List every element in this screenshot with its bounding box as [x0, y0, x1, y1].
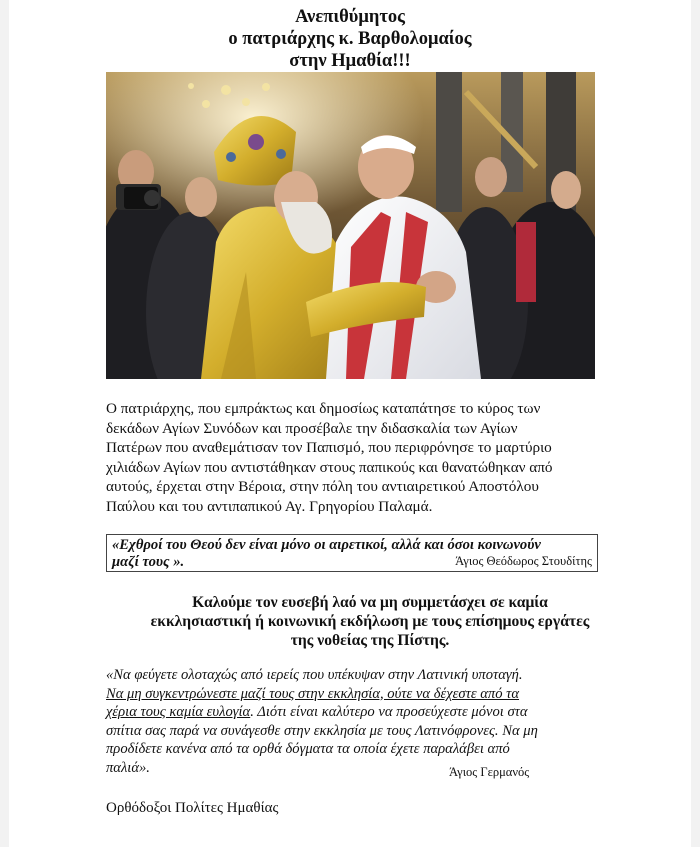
document-title — [9, 6, 691, 72]
photo-illustration — [106, 72, 595, 379]
call-to-action — [69, 593, 671, 650]
intro-paragraph — [106, 399, 596, 517]
germanos-line-3-underlined: χέρια τους καμία ευλογία — [106, 704, 251, 720]
call-line-2: εκκλησιαστική ή κοινωνική εκδήλωση με τους επίσημους εργάτες — [150, 613, 590, 630]
germanos-quote-source: Άγιος Γερμανός — [449, 765, 530, 779]
title-line-1: Ανεπιθύμητος — [295, 7, 405, 27]
germanos-line-4: σπίτια σας παρά να συνάγεσθε στην εκκλησία με τους Λατινόφρονες. Να μη — [106, 722, 538, 739]
news-photo — [106, 72, 595, 379]
intro-line: δεκάδων Αγίων Συνόδων και προσέβαλε την διδασκαλία των Αγίων — [106, 419, 518, 437]
boxed-quote — [106, 534, 598, 572]
germanos-line-5: προδίδετε κανένα από τα ορθά δόγματα τα οποία έχετε παραλάβει από — [106, 741, 510, 757]
intro-line: Παύλου και του αντιπαπικού Αγ. Γρηγορίου Παλαμά. — [106, 497, 433, 515]
intro-line: αυτούς, έρχεται στην Βέροια, στην πόλη του αντιαιρετικού Αποστόλου — [106, 478, 539, 496]
intro-line: χιλιάδων Αγίων που αντιστάθηκαν στους παπικούς και θανατώθηκαν από — [106, 458, 553, 476]
germanos-line-3-rest: . Διότι είναι καλύτερο να προσεύχεστε μόνοι στα — [250, 704, 528, 720]
boxed-quote-source: Άγιος Θεόδωρος Στουδίτης — [455, 554, 592, 568]
call-line-3: της νοθείας της Πίστης. — [290, 632, 450, 649]
title-line-2: ο πατριάρχης κ. Βαρθολομαίος — [228, 29, 472, 49]
document-page — [9, 0, 691, 847]
boxed-quote-line-1: «Εχθροί του Θεού δεν είναι μόνο οι αιρετικοί, αλλά και όσοι κοινωνούν — [112, 537, 541, 553]
intro-line: Πατέρων που αναθεμάτισαν τον Παπισμό, που περιφρόνησε το μαρτύριο — [106, 439, 552, 457]
boxed-quote-line-2: μαζί τους ». — [112, 554, 185, 570]
signature: Ορθόδοξοι Πολίτες Ημαθίας — [106, 800, 279, 816]
germanos-line-1: «Να φεύγετε ολοταχώς από ιερείς που υπέκυψαν στην Λατινική υποταγή. — [106, 667, 523, 683]
title-line-3: στην Ημαθία!!! — [289, 51, 411, 71]
germanos-line-2: Να μη συγκεντρώνεστε μαζί τους στην εκκλησία, ούτε να δέχεστε από τα — [106, 685, 520, 702]
germanos-quote — [106, 666, 606, 777]
call-line-1: Καλούμε τον ευσεβή λαό να μη συμμετάσχει σε καμία — [192, 594, 548, 611]
intro-line: Ο πατριάρχης, που εμπράκτως και δημοσίως καταπάτησε το κύρος των — [106, 400, 541, 417]
germanos-line-6: παλιά». — [106, 759, 150, 776]
